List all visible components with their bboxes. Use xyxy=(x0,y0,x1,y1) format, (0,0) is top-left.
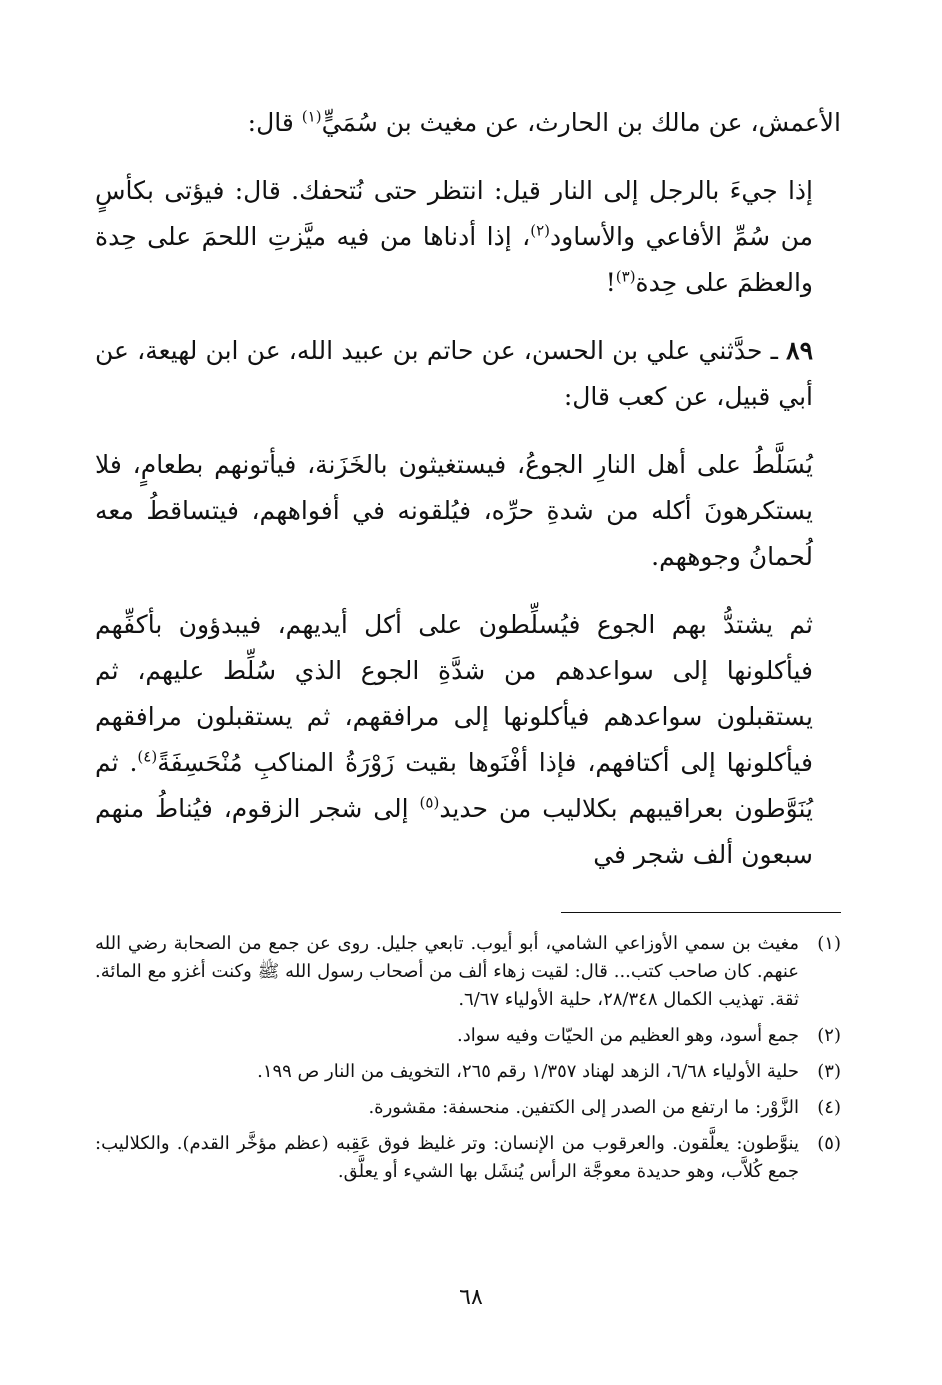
isnad-end: قال: xyxy=(247,108,302,137)
footnote-text: جمع أسود، وهو العظيم من الحيّات وفيه سواد. xyxy=(456,1025,799,1046)
footnote-ref-5: (٥) xyxy=(419,793,440,812)
footnote-number: (٤) xyxy=(817,1097,841,1118)
footnote-item xyxy=(95,1130,841,1186)
footnote-ref-1: (١) xyxy=(301,107,322,126)
footnote-number: (٣) xyxy=(817,1061,841,1082)
paragraph-report-1 xyxy=(95,168,841,306)
report-3-mid: . ثم يُنَوَّطون بعراقيبهم بكلاليب من حديد xyxy=(95,748,814,823)
report-1-mid: ، إذا أدناها من فيه ميَّزتِ اللحمَ على حِدة والعظمَ على حِدة xyxy=(95,222,813,297)
hadith-89-isnad: ـ حدَّثني علي بن الحسن، عن حاتم بن عبيد الله، عن ابن لهيعة، عن أبي قبيل، عن كعب قال: xyxy=(95,336,813,411)
report-2-text: يُسَلَّطُ على أهل النارِ الجوعُ، فيستغيثون بالخَزَنة، فيأتونهم بطعامٍ، فلا يستكرهونَ أكله من شدةِ حرِّه، فيُلقونه في أفواههم، فيتساقطُ معه لُحمانُ وجوههم. xyxy=(95,450,813,571)
footnote-number: (٢) xyxy=(817,1025,841,1046)
report-1-text: إذا جيءَ بالرجل إلى النار قيل: انتظر حتى نُتحفك. قال: فيؤتى بكأسٍ من سُمِّ الأفاعي والأساود xyxy=(95,176,814,251)
paragraph-hadith-89 xyxy=(95,328,841,420)
footnote-item xyxy=(95,1058,841,1086)
footnote-ref-4: (٤) xyxy=(137,747,158,766)
page-number: ٦٨ xyxy=(459,1285,483,1310)
footnote-item xyxy=(95,1094,841,1122)
isnad-text: الأعمش، عن مالك بن الحارث، عن مغيث بن سُمَيٍّ xyxy=(321,108,841,137)
footnotes xyxy=(95,930,841,1194)
paragraph-report-3 xyxy=(95,602,841,878)
main-text xyxy=(95,100,841,878)
footnote-number: (١) xyxy=(817,933,841,954)
footnote-item xyxy=(95,1022,841,1050)
footnote-text: الزَّوْر: ما ارتفع من الصدر إلى الكتفين. منحسفة: مقشورة. xyxy=(368,1097,799,1118)
report-1-end: ! xyxy=(605,268,616,297)
footnote-number: (٥) xyxy=(817,1133,841,1154)
footnote-ref-3: (٣) xyxy=(615,267,636,286)
footnote-item xyxy=(95,930,841,1014)
paragraph-isnad xyxy=(95,100,841,146)
footnote-divider xyxy=(561,912,841,913)
footnote-ref-2: (٢) xyxy=(530,221,551,240)
report-3-end: إلى شجر الزقوم، فيُناطُ منهم سبعون ألف شجر في xyxy=(95,794,813,869)
footnote-text: ينوَّطون: يعلَّقون. والعرقوب من الإنسان: وتر غليظ فوق عَقِبه (عظم مؤخَّر القدم). والكلاليب: جمع كُلاَّب، وهو حديدة معوجَّة الرأس يُنشَل بها الشيء أو يعلَّق. xyxy=(95,1133,799,1182)
footnote-text: مغيث بن سمي الأوزاعي الشامي، أبو أيوب. تابعي جليل. روى عن جمع من الصحابة رضي الله عنهم. كان صاحب كتب... قال: لقيت زهاء ألف من أصحاب رسول الله ﷺ وكنت أغزو مع المائة. ثقة. تهذيب الكمال ٢٨/٣٤٨، حلية الأولياء ٦/٦٧. xyxy=(95,933,799,1010)
report-3-text: ثم يشتدُّ بهم الجوع فيُسلِّطون على أكل أيديهم، فيبدؤون بأكفِّهم فيأكلونها إلى سواعدهم من شدَّةِ الجوع الذي سُلِّط عليهم، ثم يستقبلون سواعدهم فيأكلونها إلى مرافقهم، ثم يستقبلون مرافقهم فيأكلونها إلى أكتافهم، فإذا أفْنَوها بقيت زَوْرَةُ المناكبِ مُنْحَسِفَةً xyxy=(95,610,813,777)
page-body xyxy=(95,100,841,1182)
hadith-number: ٨٩ xyxy=(786,336,813,365)
paragraph-report-2 xyxy=(95,442,841,580)
footnote-text: حلية الأولياء ٦/٦٨، الزهد لهناد ١/٣٥٧ رقم ٢٦٥، التخويف من النار ص ١٩٩. xyxy=(257,1061,799,1082)
